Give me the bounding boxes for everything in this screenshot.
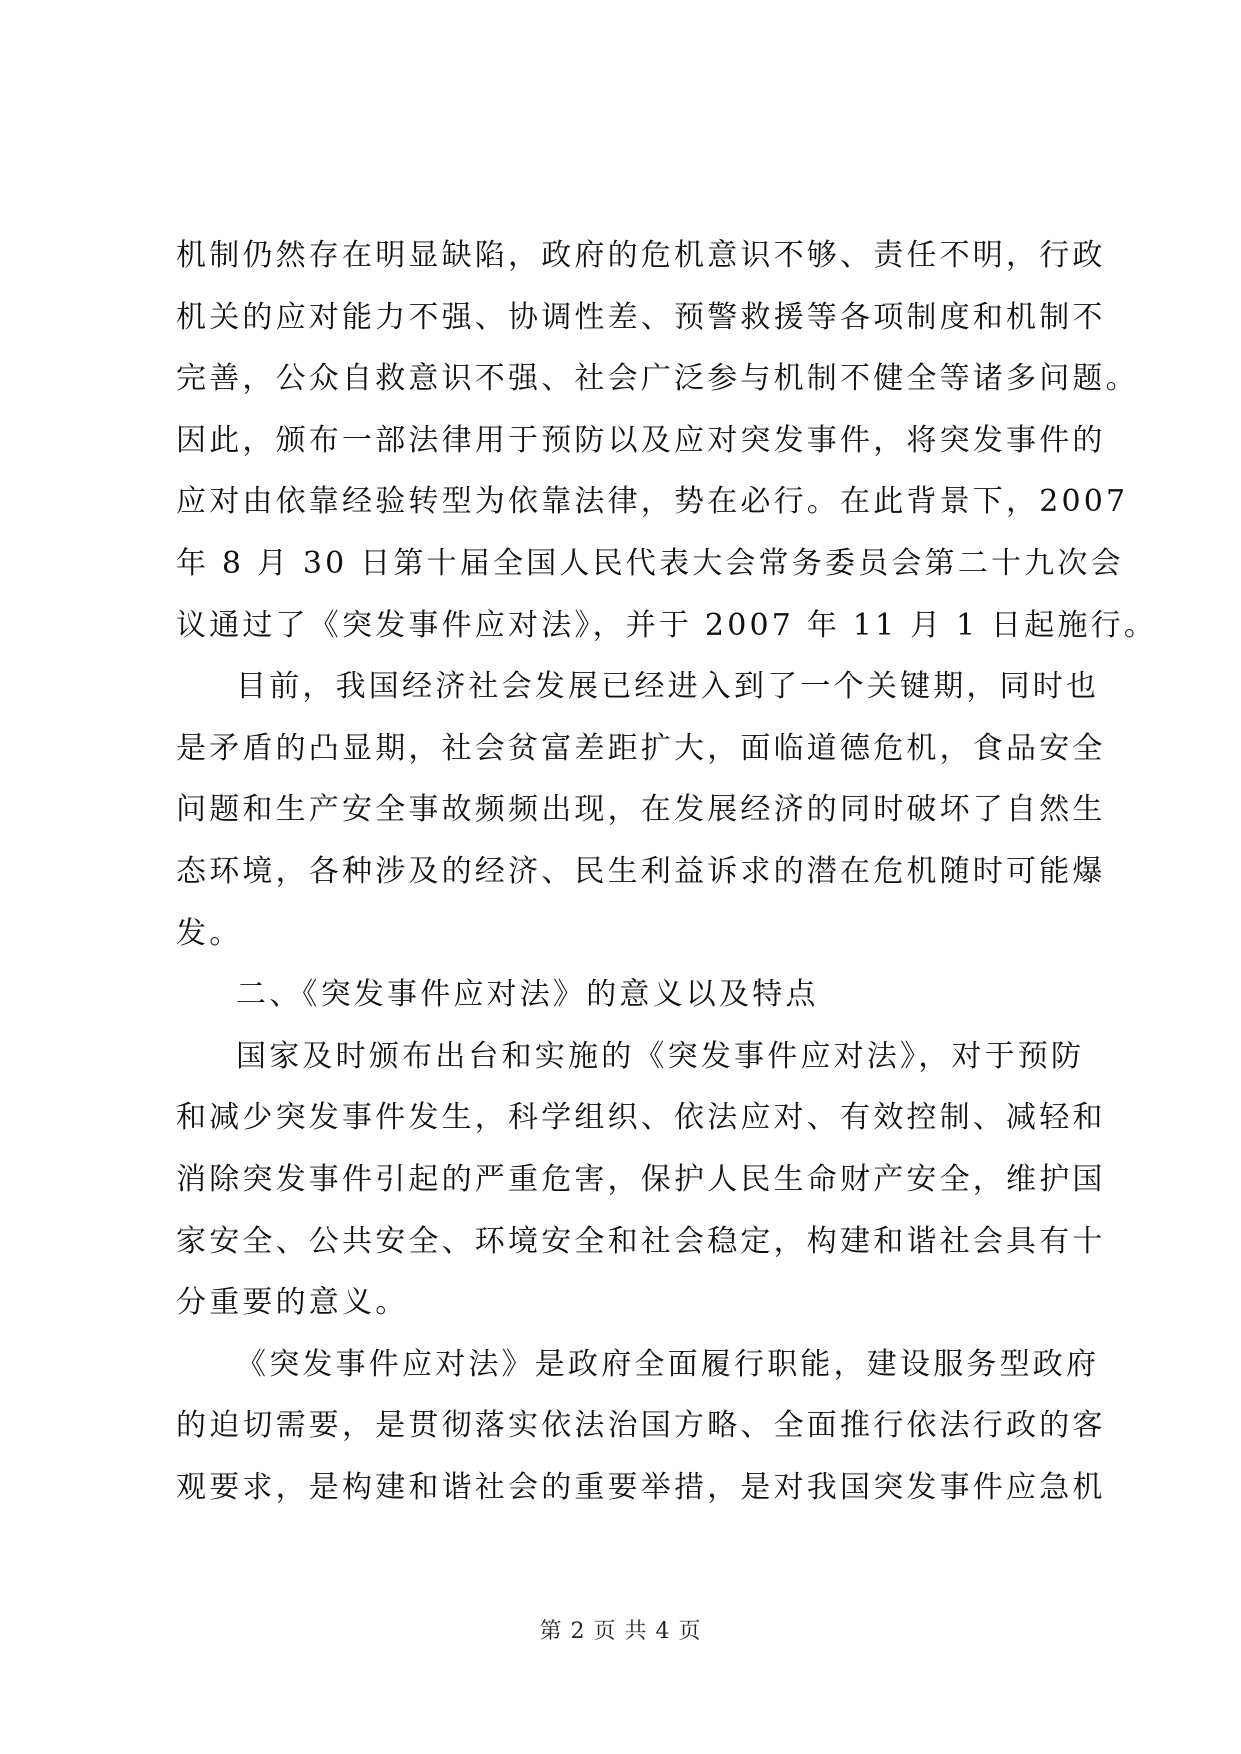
text-line: 问题和生产安全事故频频出现，在发展经济的同时破坏了自然生 — [176, 792, 1106, 828]
text-line: 国家及时颁布出台和实施的《突发事件应对法》，对于预防 — [236, 1038, 1085, 1074]
text-line: 完善，公众自救意识不强、社会广泛参与机制不健全等诸多问题。 — [176, 361, 1139, 397]
text-line: 和减少突发事件发生，科学组织、依法应对、有效控制、减轻和 — [176, 1100, 1106, 1136]
text-line: 的迫切需要，是贯彻落实依法治国方略、全面推行依法行政的客 — [176, 1408, 1106, 1444]
page-footer: 第 2 页 共 4 页 — [539, 1619, 702, 1644]
text-line: 《突发事件应对法》是政府全面履行职能，建设服务型政府 — [236, 1346, 1100, 1382]
text-line: 家安全、公共安全、环境安全和社会稳定，构建和谐社会具有十 — [176, 1223, 1106, 1259]
text-line: 年 8 月 30 日第十届全国人民代表大会常务委员会第二十九次会 — [176, 545, 1124, 581]
text-line: 态环境，各种涉及的经济、民生利益诉求的潜在危机随时可能爆 — [176, 853, 1106, 889]
section-heading — [176, 964, 1076, 1026]
paragraph-4 — [176, 1334, 1106, 1519]
section-heading-text: 二、《突发事件应对法》的意义以及特点 — [236, 977, 819, 1013]
text-line: 消除突发事件引起的严重危害，保护人民生命财产安全，维护国 — [176, 1161, 1106, 1197]
paragraph-3 — [176, 1026, 1106, 1334]
text-line: 目前，我国经济社会发展已经进入到了一个关键期，同时也 — [236, 669, 1100, 705]
text-line: 发。 — [176, 915, 243, 951]
text-line: 机制仍然存在明显缺陷，政府的危机意识不够、责任不明，行政 — [176, 238, 1106, 273]
text-line: 分重要的意义。 — [176, 1285, 409, 1321]
text-line: 是矛盾的凸显期，社会贫富差距扩大，面临道德危机，食品安全 — [176, 730, 1106, 766]
text-line: 应对由依靠经验转型为依靠法律，势在必行。在此背景下，2007 — [176, 484, 1129, 520]
paragraph-1 — [176, 225, 1158, 656]
document-body — [176, 225, 1158, 1518]
text-line: 议通过了《突发事件应对法》，并于 2007 年 11 月 1 日起施行。 — [176, 607, 1158, 643]
paragraph-2 — [176, 656, 1106, 964]
text-line: 机关的应对能力不强、协调性差、预警救援等各项制度和机制不 — [176, 299, 1106, 335]
text-line: 因此，颁布一部法律用于预防以及应对突发事件，将突发事件的 — [176, 422, 1106, 458]
text-line: 观要求，是构建和谐社会的重要举措，是对我国突发事件应急机 — [176, 1469, 1106, 1505]
